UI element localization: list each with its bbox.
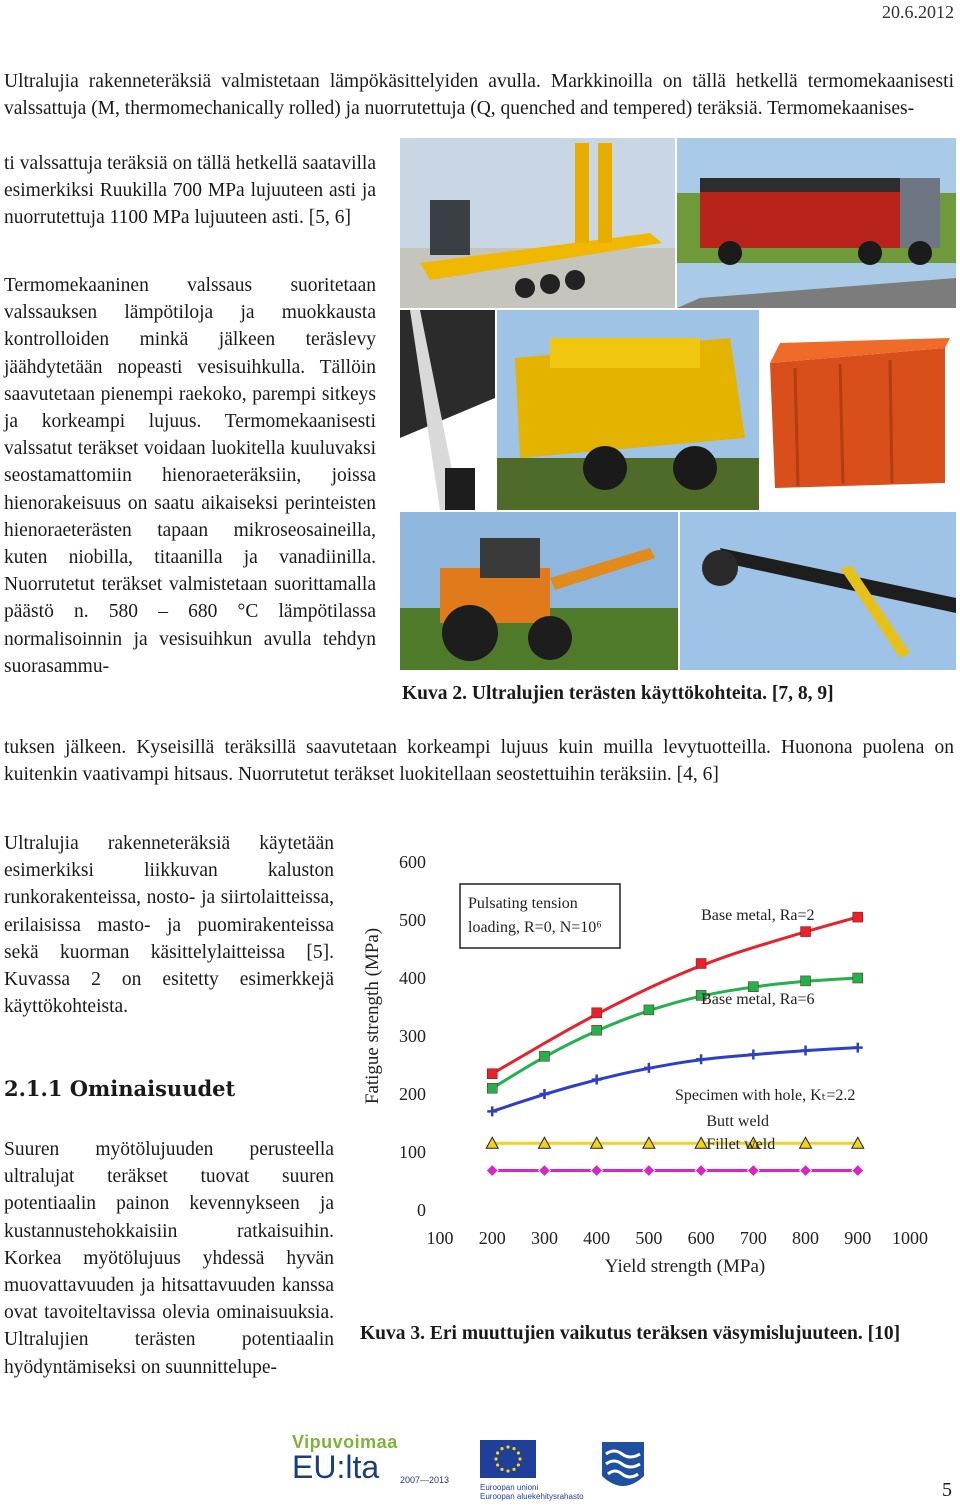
series-label: Base metal, Ra=6 <box>701 991 815 1009</box>
eu-star <box>500 1447 503 1450</box>
data-point <box>486 1165 498 1177</box>
fatigue-strength-chart <box>350 840 950 1280</box>
data-point <box>487 1069 497 1079</box>
data-point <box>695 1165 707 1177</box>
data-point <box>852 1165 864 1177</box>
x-axis-label: Yield strength (MPa) <box>604 1256 766 1277</box>
data-point <box>800 1165 812 1177</box>
data-point <box>592 1075 602 1085</box>
data-point <box>696 1054 706 1064</box>
photo-harvester-wagon <box>497 310 759 510</box>
vipuvoimaa-logo-years: 2007—2013 <box>400 1475 450 1485</box>
data-point <box>643 1165 655 1177</box>
eu-star <box>517 1451 520 1454</box>
data-point <box>853 912 863 922</box>
eu-star <box>512 1468 515 1471</box>
eu-star <box>517 1463 520 1466</box>
data-point <box>696 959 706 969</box>
series-label: Specimen with hole, Kₜ=2.2 <box>675 1086 856 1104</box>
eu-star <box>500 1468 503 1471</box>
x-tick-label: 300 <box>530 1228 558 1248</box>
photo-yellow-trailer <box>400 138 675 308</box>
data-point <box>644 1005 654 1015</box>
paragraph-4: Suuren myötölujuuden perusteella ultralujat teräkset tuovat suuren potentiaalin painon kevennykseen ja kustannustehokkaisiin ratkaisuihin. Korkea myötölujuus yhdessä hyvän muovattavuuden ja hitsattavuuden kanssa ovat tavoiteltavissa olevia ominaisuuksia. Ultralujien terästen potentiaalin hyödyntämiseksi on suunnittelupe- <box>4 1139 334 1378</box>
x-tick-label: 700 <box>739 1228 767 1248</box>
photo-crane <box>400 310 495 510</box>
caption-kuva-2: Kuva 2. Ultralujien terästen käyttökohteita. [7, 8, 9] <box>402 683 834 704</box>
data-point <box>747 1165 759 1177</box>
eu-logo <box>480 1440 600 1504</box>
data-point <box>487 1083 497 1093</box>
photo-red-container <box>761 310 956 510</box>
annotation-box <box>460 884 620 948</box>
paragraph-1-continued: ti valssattuja teräksiä on tällä hetkellä saatavilla esimerkiksi Ruukilla 700 MPa lujuuteen asti ja nuorrutettuja 1100 MPa lujuuteen asti. [5, 6] <box>4 153 376 229</box>
photo-tractor <box>400 512 678 670</box>
data-point <box>538 1165 550 1177</box>
y-tick-label: 0 <box>417 1200 426 1220</box>
photo-truck <box>677 138 956 308</box>
x-tick-label: 600 <box>687 1228 715 1248</box>
data-point <box>487 1106 497 1116</box>
eu-logo-line2: Euroopan aluekehitysrahasto <box>480 1492 584 1501</box>
data-point <box>853 973 863 983</box>
application-photos <box>400 138 956 670</box>
page-number: 5 <box>942 1479 952 1501</box>
y-tick-label: 100 <box>399 1142 426 1162</box>
vipuvoimaa-logo <box>292 1432 462 1502</box>
caption-kuva-3: Kuva 3. Eri muuttujien vaikutus teräksen väsymislujuuteen. [10] <box>360 1323 901 1344</box>
x-tick-label: 400 <box>583 1228 611 1248</box>
x-tick-label: 200 <box>478 1228 506 1248</box>
data-point <box>539 1051 549 1061</box>
x-tick-label: 1000 <box>892 1228 928 1248</box>
x-tick-label: 100 <box>426 1228 454 1248</box>
y-tick-label: 500 <box>399 910 426 930</box>
y-tick-label: 400 <box>399 968 426 988</box>
data-point <box>644 1063 654 1073</box>
eu-star <box>506 1445 509 1448</box>
x-tick-label: 800 <box>792 1228 820 1248</box>
eu-star <box>506 1469 509 1472</box>
eu-flag-icon <box>480 1440 536 1478</box>
paragraph-3: Ultralujia rakenneteräksiä käytetään esimerkiksi liikkuvan kaluston runkorakenteissa, nosto- ja siirtolaitteissa, erilaisissa masto- ja puomirakenteissa sekä kuorman käsittelylaitteissa [5]. Kuvassa 2 on esitetty esimerkkejä käyttökohteista. <box>4 833 334 1018</box>
eu-star <box>518 1457 521 1460</box>
series-label: Butt weld <box>706 1112 770 1130</box>
eu-star <box>512 1447 515 1450</box>
annotation-text: Pulsating tension <box>468 895 578 912</box>
regional-crest-icon <box>600 1440 646 1496</box>
eu-star <box>496 1463 499 1466</box>
data-point <box>592 1025 602 1035</box>
y-tick-label: 200 <box>399 1084 426 1104</box>
data-point <box>801 927 811 937</box>
y-tick-label: 600 <box>399 852 426 872</box>
data-point <box>801 1046 811 1056</box>
data-point <box>592 1008 602 1018</box>
series-label: Base metal, Ra=2 <box>701 907 815 924</box>
data-point <box>539 1089 549 1099</box>
data-point <box>591 1165 603 1177</box>
vipuvoimaa-logo-top: Vipuvoimaa <box>292 1432 398 1452</box>
series-label: Fillet weld <box>706 1136 776 1154</box>
eu-star <box>494 1457 497 1460</box>
data-point <box>748 1050 758 1060</box>
x-tick-label: 900 <box>844 1228 872 1248</box>
eu-logo-line1: Euroopan unioni <box>480 1483 539 1492</box>
y-axis-label: Fatigue strength (MPa) <box>362 927 383 1105</box>
data-point <box>801 976 811 986</box>
paragraph-2: Termomekaaninen valssaus suoritetaan valssauksen lämpötiloja ja muokkausta kontrolloiden minkä jälkeen teräslevy jäähdytetään nopeasti vesisuihkulla. Tällöin saavutetaan pienempi raekoko, parempi sitkeys ja korkeampi lujuus. Termomekaanisesti valssatut teräkset voidaan luokitella kuuluvaksi seostamattomiin hienoraeteräksiin, joissa hienorakeisuus on saatu aikaiseksi perinteisten hienoraeterästen tapaan mikroseosaineilla, kuten niobilla, titaanilla ja vanadiinilla. Nuorrutetut teräkset valmistetaan suorittamalla päästö n. 580 – 680 °C lämpötilassa normalisoinnin ja vesisuihkun avulla tehdyn suorasammu- <box>4 275 376 677</box>
eu-star <box>496 1451 499 1454</box>
y-tick-label: 300 <box>399 1026 426 1046</box>
data-point <box>853 1043 863 1053</box>
x-tick-label: 500 <box>635 1228 663 1248</box>
photo-forestry-crane <box>680 512 956 670</box>
section-heading: 2.1.1 Ominaisuudet <box>4 1076 236 1101</box>
paragraph-1: Ultralujia rakenneteräksiä valmistetaan lämpökäsittelyiden avulla. Markkinoilla on tällä hetkellä termomekaanisesti valssattuja (M, thermomechanically rolled) ja nuorrutettuja (Q, quenched and tempered) teräksiä. Termomekaanises- <box>4 71 954 120</box>
annotation-text: loading, R=0, N=10⁶ <box>468 919 602 936</box>
header-date: 20.6.2012 <box>882 2 954 22</box>
vipuvoimaa-logo-bottom: EU:lta <box>292 1449 380 1485</box>
paragraph-2-continued: tuksen jälkeen. Kyseisillä teräksillä saavutetaan korkeampi lujuus kuin muilla levytuotteilla. Huonona puolena on kuitenkin vaativampi hitsaus. Nuorrutetut teräkset luokitellaan seostettuihin teräksiin. [4, 6] <box>4 737 954 786</box>
